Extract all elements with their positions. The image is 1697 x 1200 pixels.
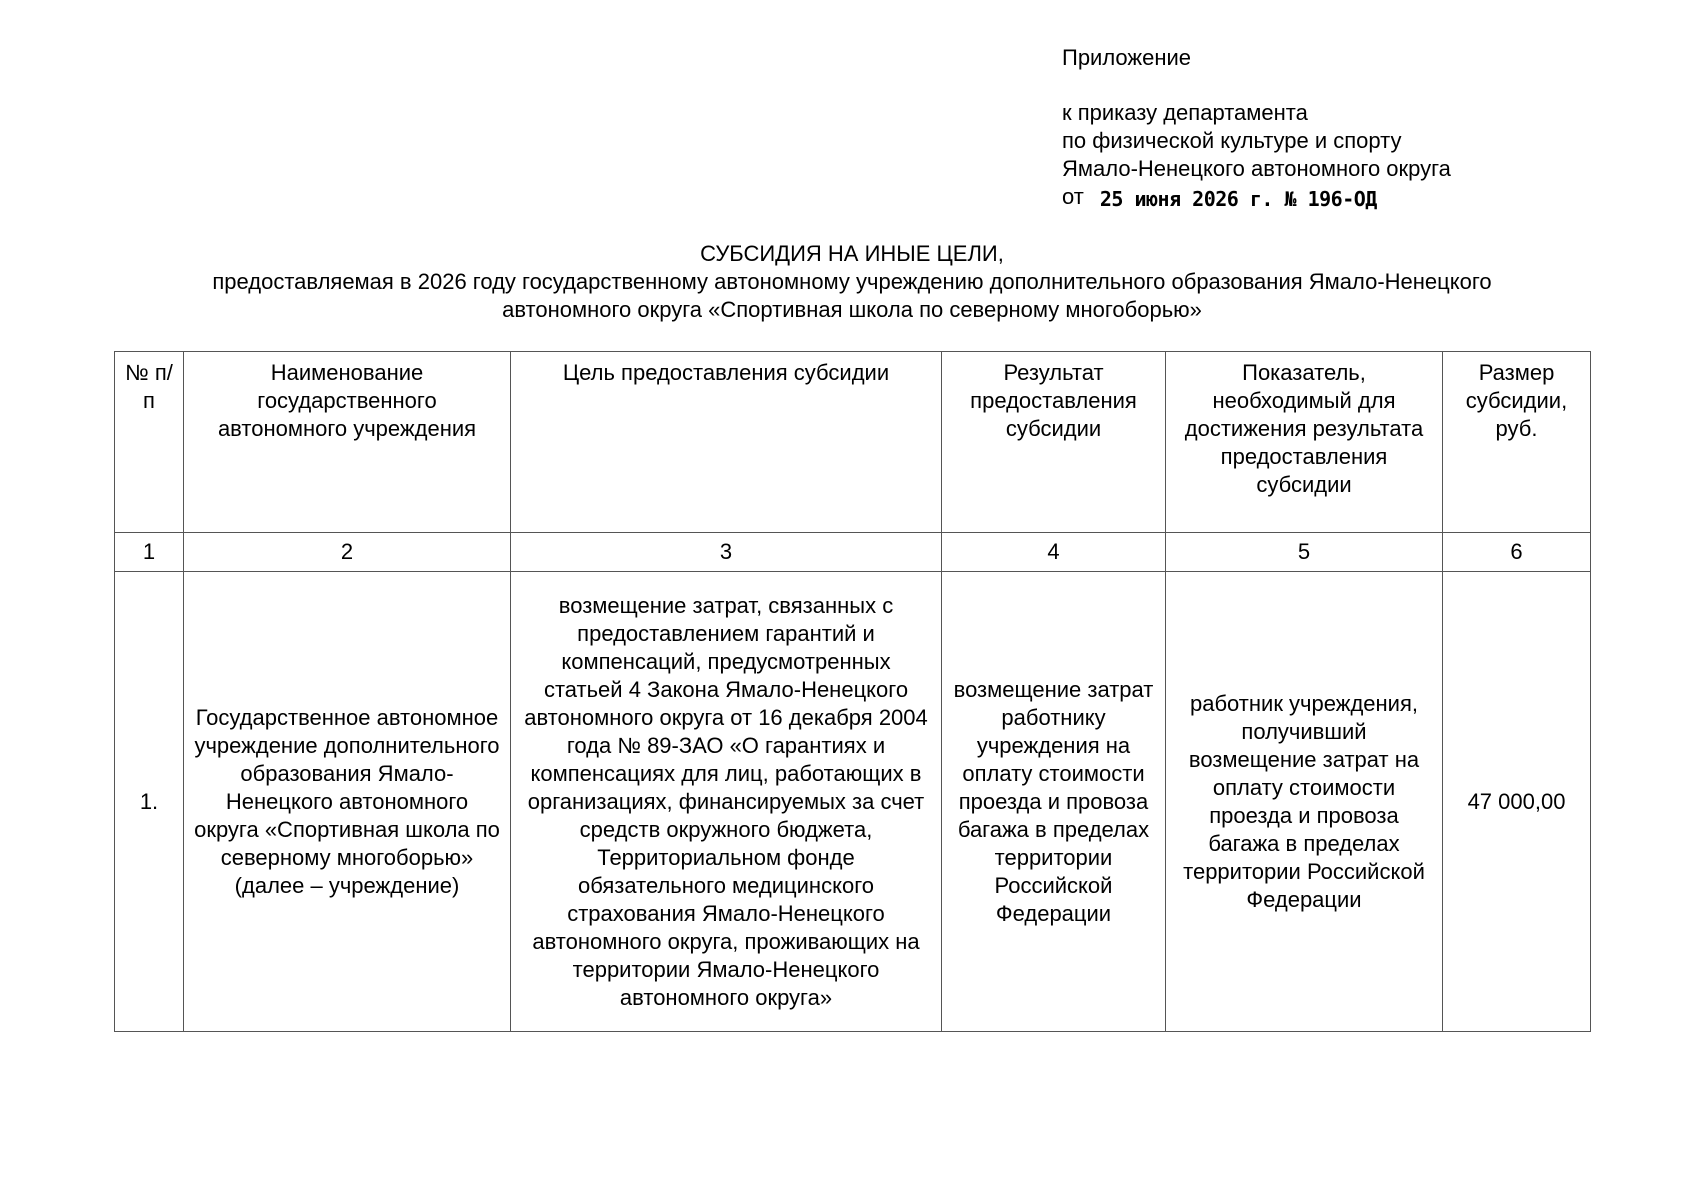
appendix-block <box>1062 44 1451 211</box>
row-amount: 47 000,00 <box>1443 572 1591 1032</box>
appendix-date-line <box>1062 183 1451 211</box>
subsidy-table <box>114 351 1591 1032</box>
column-number-row <box>115 533 1591 572</box>
header-cell-result: Результат предоставления субсидии <box>942 352 1166 533</box>
row-indicator: работник учреждения, получивший возмещение затрат на оплату стоимости проезда и провоза багажа в пределах территории Российской Федерации <box>1166 572 1443 1032</box>
column-number: 5 <box>1166 533 1443 572</box>
title-line-2: предоставляемая в 2026 году государственному автономному учреждению дополнительного образования Ямало-Ненецкого <box>212 269 1492 294</box>
column-number: 4 <box>942 533 1166 572</box>
row-number: 1. <box>115 572 184 1032</box>
title-line-3: автономного округа «Спортивная школа по северному многоборью» <box>502 297 1202 322</box>
column-number: 1 <box>115 533 184 572</box>
appendix-line-3: Ямало-Ненецкого автономного округа <box>1062 156 1451 181</box>
column-number: 2 <box>184 533 511 572</box>
row-purpose: возмещение затрат, связанных с предоставлением гарантий и компенсаций, предусмотренных статьей 4 Закона Ямало-Ненецкого автономного округа от 16 декабря 2004 года № 89-ЗАО «О гарантиях и компенсациях для лиц, работающих в организациях, финансируемых за счет средств окружного бюджета, Территориальном фонде обязательного медицинского страхования Ямало-Ненецкого автономного округа, проживающих на территории Ямало-Ненецкого автономного округа» <box>511 572 942 1032</box>
row-result: возмещение затрат работнику учреждения на оплату стоимости проезда и провоза багажа в пределах территории Российской Федерации <box>942 572 1166 1032</box>
header-cell-amount: Размер субсидии, руб. <box>1443 352 1591 533</box>
column-number: 6 <box>1443 533 1591 572</box>
title-line-1: СУБСИДИЯ НА ИНЫЕ ЦЕЛИ, <box>700 241 1004 266</box>
header-cell-indicator: Показатель, необходимый для достижения результата предоставления субсидии <box>1166 352 1443 533</box>
document-title <box>114 240 1590 324</box>
appendix-label: Приложение <box>1062 45 1192 70</box>
order-date-number: 25 июня 2026 г. № 196-ОД <box>1099 187 1377 211</box>
table-header-row <box>115 352 1591 533</box>
date-prefix: от <box>1062 184 1084 209</box>
header-cell-purpose: Цель предоставления субсидии <box>511 352 942 533</box>
header-cell-number: № п/п <box>115 352 184 533</box>
column-number: 3 <box>511 533 942 572</box>
table-row <box>115 572 1591 1032</box>
appendix-line-1: к приказу департамента <box>1062 100 1308 125</box>
appendix-line-2: по физической культуре и спорту <box>1062 128 1402 153</box>
header-cell-institution: Наименование государственного автономного учреждения <box>184 352 511 533</box>
row-institution: Государственное автономное учреждение дополнительного образования Ямало-Ненецкого автономного округа «Спортивная школа по северному многоборью» (далее – учреждение) <box>184 572 511 1032</box>
